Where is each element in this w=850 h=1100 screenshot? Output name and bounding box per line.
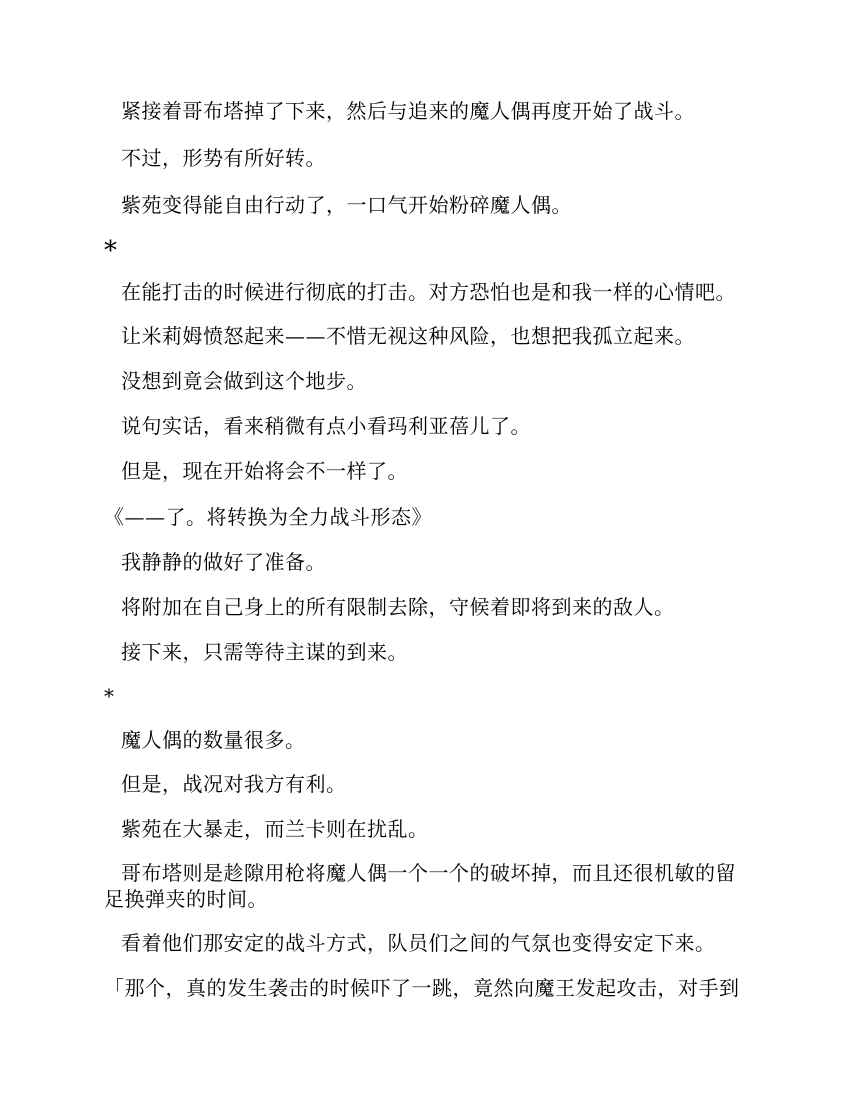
paragraph: 让米莉姆愤怒起来——不惜无视这种风险，也想把我孤立起来。	[121, 324, 695, 348]
paragraph: 没想到竟会做到这个地步。	[121, 369, 367, 393]
paragraph: 紫苑变得能自由行动了，一口气开始粉碎魔人偶。	[121, 193, 572, 217]
paragraph: 魔人偶的数量很多。	[121, 728, 306, 752]
paragraph: 但是，战况对我方有利。	[121, 772, 347, 796]
paragraph: 哥布塔则是趁隙用枪将魔人偶一个一个的破坏掉，而且还很机敏的留足换弹夹的时间。	[104, 861, 736, 911]
paragraph: 紫苑在大暴走，而兰卡则在扰乱。	[121, 817, 429, 841]
paragraph: 在能打击的时候进行彻底的打击。对方恐怕也是和我一样的心情吧。	[121, 280, 736, 304]
paragraph: 说句实话，看来稍微有点小看玛利亚蓓儿了。	[121, 414, 531, 438]
paragraph: 我静静的做好了准备。	[121, 550, 326, 574]
paragraph: 紧接着哥布塔掉了下来，然后与追来的魔人偶再度开始了战斗。	[121, 99, 695, 123]
paragraph: 不过，形势有所好转。	[121, 146, 326, 170]
paragraph: 接下来，只需等待主谋的到来。	[121, 640, 408, 664]
paragraph: 「那个，真的发生袭击的时候吓了一跳，竟然向魔王发起攻击，对手到	[104, 976, 740, 1000]
system-voice-line: 《——了。将转换为全力战斗形态》	[104, 505, 432, 529]
paragraph: 看着他们那安定的战斗方式，队员们之间的气氛也变得安定下来。	[121, 931, 716, 955]
section-separator: *	[104, 684, 114, 708]
paragraph: 将附加在自己身上的所有限制去除，守候着即将到来的敌人。	[121, 595, 675, 619]
section-separator: *	[104, 236, 117, 266]
paragraph: 但是，现在开始将会不一样了。	[121, 459, 408, 483]
